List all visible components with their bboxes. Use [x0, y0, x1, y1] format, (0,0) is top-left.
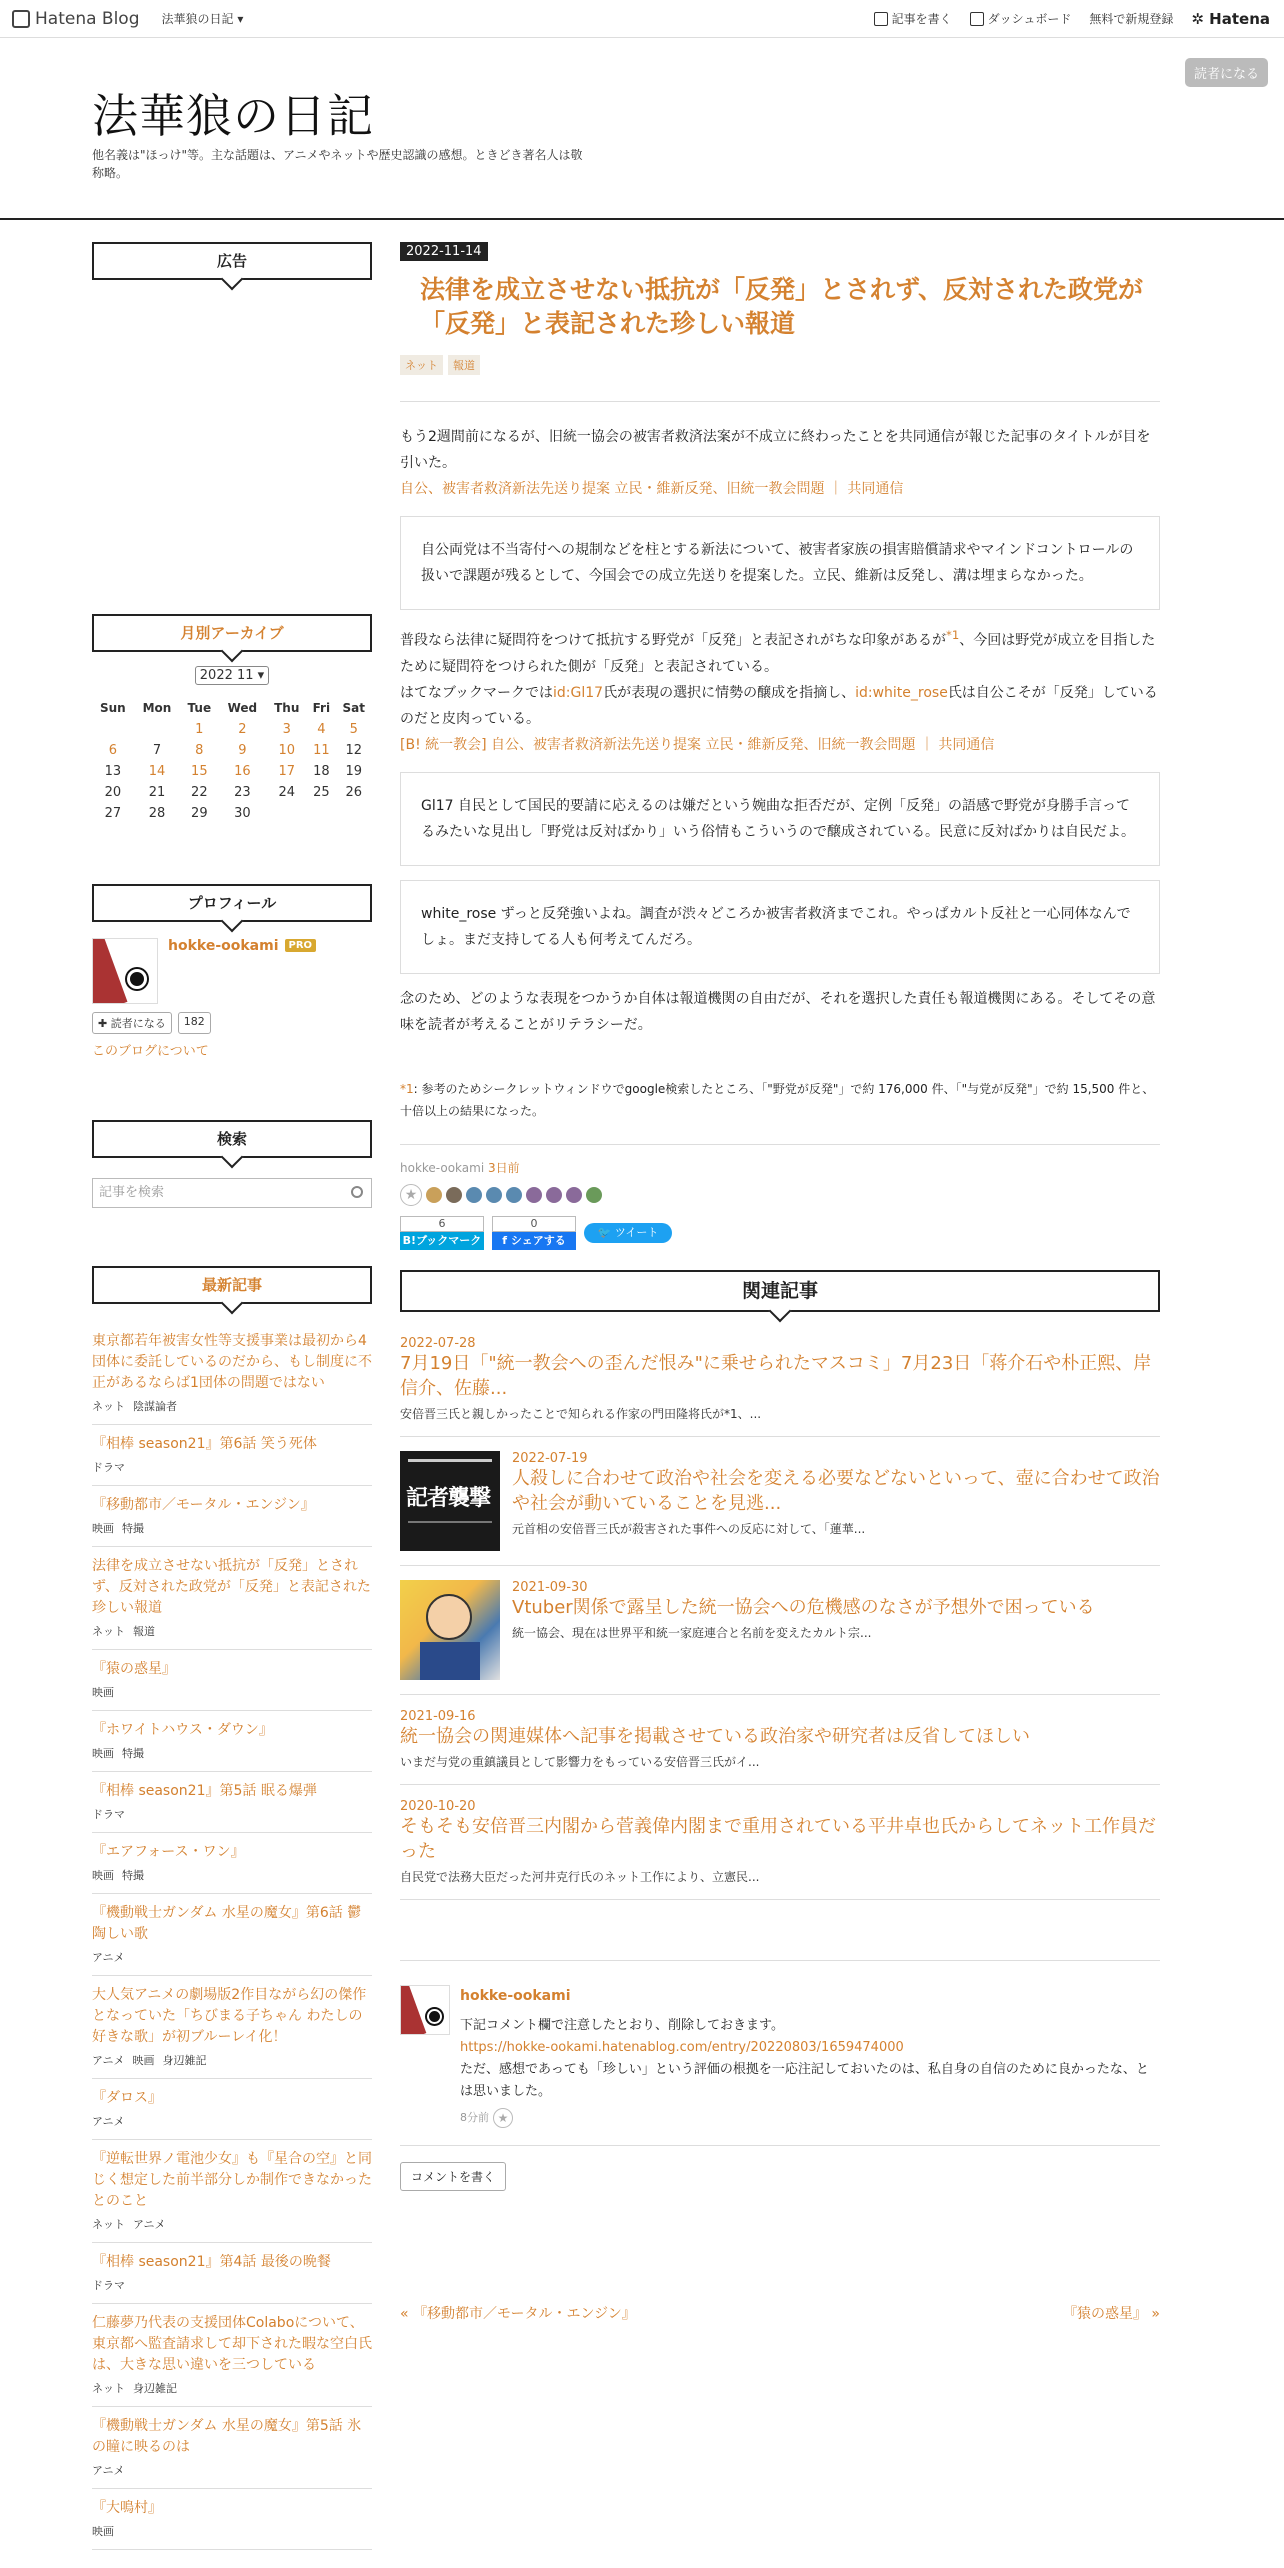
- recent-article-link[interactable]: 『相棒 season21』第6話 笑う死体: [92, 1436, 317, 1452]
- star-user-avatar[interactable]: [486, 1187, 502, 1203]
- entry-paragraph-4: 念のため、どのような表現をつかうか自体は報道機関の自由だが、それを選択した責任も報道機関にある。そしてその意味を読者が考えることがリテラシーだ。: [400, 990, 1156, 1033]
- recent-article-categories: [92, 2216, 372, 2232]
- kyodo-link[interactable]: 自公、被害者救済新法先送り提案 立民・維新反発、旧統一教会問題 ｜ 共同通信: [400, 481, 904, 497]
- related-article: [400, 1785, 1160, 1900]
- calendar-weekday: Thu: [274, 701, 300, 715]
- category-link[interactable]: 報道: [133, 1625, 155, 1638]
- calendar-day: 28: [148, 806, 166, 821]
- hatena-icon: ✲: [1191, 9, 1210, 28]
- recent-article-categories: [92, 1520, 372, 1536]
- category-link[interactable]: 映画: [92, 1522, 114, 1535]
- comment-url[interactable]: https://hokke-ookami.hatenablog.com/entry/20220803/1659474000: [460, 2039, 904, 2055]
- category-link[interactable]: ネット: [92, 1625, 125, 1638]
- global-header: [0, 0, 1284, 38]
- recent-article: [92, 2079, 372, 2140]
- search-input[interactable]: [92, 1178, 372, 1208]
- calendar-day: 22: [191, 785, 208, 800]
- entry-author[interactable]: hokke-ookami: [400, 1160, 485, 1175]
- recent-article-categories: [92, 1867, 372, 1883]
- paragraph-3-text-c: 氏は自公こそが「反発」しているのだと皮肉っている。: [400, 684, 1158, 727]
- star-user-avatar[interactable]: [566, 1187, 582, 1203]
- footnote-ref[interactable]: *1: [946, 628, 960, 642]
- search-icon[interactable]: [351, 1186, 363, 1198]
- add-star-icon[interactable]: ★: [400, 1184, 422, 1206]
- recent-article-categories: [92, 2277, 372, 2293]
- calendar-day[interactable]: 17: [278, 764, 296, 779]
- entry-paragraph-2: [400, 622, 1160, 680]
- recent-article: [92, 1650, 372, 1711]
- recent-article: [92, 1711, 372, 1772]
- category-link[interactable]: ネット: [92, 2218, 125, 2231]
- calendar-day: 29: [191, 806, 208, 821]
- hatena-blog-logo-text: Hatena Blog: [35, 8, 140, 29]
- recent-article: [92, 1772, 372, 1833]
- recent-article: [92, 2243, 372, 2304]
- category-link[interactable]: 陰謀論者: [133, 1400, 177, 1413]
- user-link-white-rose[interactable]: id:white_rose: [855, 684, 948, 701]
- paragraph-2-text-a: 普段なら法律に疑問符をつけて抵抗する野党が「反発」と表記されがちな印象があるが: [400, 632, 946, 649]
- calendar-day[interactable]: 5: [349, 722, 358, 737]
- recent-article-link[interactable]: 東京都若年被害女性等支援事業は最初から4団体に委託しているのだから、もし制度に不正があるならば1団体の問題ではない: [92, 1333, 372, 1391]
- calendar-day[interactable]: 4: [317, 722, 326, 737]
- category-link[interactable]: 映画: [92, 2525, 114, 2538]
- entry-permalink[interactable]: 3日前: [487, 1160, 520, 1175]
- pencil-icon: [874, 12, 888, 26]
- related-article: [400, 1322, 1160, 1437]
- archive-heading[interactable]: 月別アーカイブ: [92, 614, 372, 652]
- category-link[interactable]: ネット: [92, 1400, 125, 1413]
- category-link[interactable]: ドラマ: [92, 1461, 125, 1474]
- calendar-day[interactable]: 11: [313, 743, 330, 758]
- calendar-weekday: Wed: [227, 701, 258, 715]
- category-link[interactable]: 特撮: [122, 1522, 144, 1535]
- blockquote-gl17: Gl17 自民として国民的要請に応えるのは嫌だという婉曲な拒否だが、定例「反発」の語感で野党が身勝手言ってるみたいな見出し「野党は反対ばかり」いう俗情もこういうので醸成されている。民意に反対ばかりは自民だよ。: [400, 772, 1160, 866]
- profile-name[interactable]: hokke-ookami: [168, 938, 279, 954]
- footnote-text: : 参考のためシークレットウィンドウでgoogle検索したところ、「"野党が反発"」で約 176,000 件、「"与党が反発"」で約 15,500 件と、十倍以上の結果になった。: [400, 1081, 1155, 1118]
- related-article-excerpt: いまだ与党の重鎮議員として影響力をもっている安倍晋三氏がイ...: [400, 1754, 760, 1769]
- category-link[interactable]: アニメ: [92, 2054, 125, 2067]
- comment-line-2: ただ、感想であっても「珍しい」という評価の根拠を一応注記しておいたのは、私自身の自信のために良かったな、とは思いました。: [460, 2061, 1149, 2099]
- calendar-day[interactable]: 9: [238, 743, 247, 758]
- category-link[interactable]: 身辺雑記: [133, 2382, 177, 2395]
- search-heading: 検索: [92, 1120, 372, 1158]
- dashboard-link[interactable]: [970, 10, 1072, 27]
- hatebu-count[interactable]: 6: [400, 1216, 484, 1232]
- facebook-share-button[interactable]: f シェアする: [492, 1232, 576, 1250]
- blog-description: 他名義は"ほっけ"等。主な話題は、アニメやネットや歴史認識の感想。ときどき著名人は敬称略。: [92, 148, 583, 180]
- dashboard-label: ダッシュボード: [987, 12, 1072, 26]
- recent-article-link[interactable]: 『機動戦士ガンダム 水星の魔女』第6話 鬱陶しい歌: [92, 1905, 362, 1942]
- related-article-title[interactable]: そもそも安倍晋三内閣から菅義偉内閣まで重用されている平井卓也氏からしてネット工作員だった: [400, 1815, 1156, 1862]
- calendar-day[interactable]: 16: [234, 764, 251, 779]
- sidebar-recent: [92, 1266, 372, 2550]
- recent-article-link[interactable]: 仁藤夢乃代表の支援団体Colaboについて、東京都へ監査請求して却下された暇な空白氏は、大きな思い違いを三つしている: [92, 2315, 372, 2373]
- entry-pager: [400, 2303, 1160, 2323]
- calendar-day[interactable]: 10: [278, 743, 296, 758]
- category-link[interactable]: アニメ: [92, 2464, 125, 2477]
- category-link[interactable]: 特撮: [122, 1869, 144, 1882]
- write-comment-button[interactable]: コメントを書く: [400, 2162, 506, 2191]
- calendar-weekday: Sat: [342, 701, 365, 715]
- related-article-date: 2022-07-28: [400, 1335, 476, 1351]
- recent-heading[interactable]: 最新記事: [92, 1266, 372, 1304]
- blog-select-menu[interactable]: 法華狼の日記 ▾: [161, 12, 244, 26]
- calendar-day: 13: [104, 764, 122, 779]
- recent-article-categories: [92, 1949, 372, 1965]
- share-buttons: [400, 1216, 1192, 1250]
- next-entry-link[interactable]: 『猿の惑星』 »: [1062, 2305, 1160, 2322]
- related-article: [400, 1437, 1160, 1566]
- related-article-date: 2021-09-30: [512, 1579, 588, 1595]
- subscribe-button[interactable]: 読者になる: [1185, 58, 1268, 87]
- related-article-date: 2021-09-16: [400, 1708, 476, 1724]
- plus-icon: ✚: [98, 1017, 111, 1030]
- star-user-avatar[interactable]: [446, 1187, 462, 1203]
- recent-article-link[interactable]: 『エアフォース・ワン』: [92, 1844, 245, 1860]
- calendar-day: 18: [313, 764, 330, 779]
- category-link[interactable]: ネット: [92, 2382, 125, 2395]
- recent-article: [92, 1322, 372, 1425]
- profile-subscribe-label: 読者になる: [110, 1017, 166, 1030]
- thumbnail-book-title: 記者襲撃: [406, 1485, 491, 1511]
- entry-footer-meta: [400, 1159, 1192, 1176]
- recent-article: [92, 1976, 372, 2079]
- entry-category-tag[interactable]: 報道: [448, 355, 480, 375]
- recent-article-link[interactable]: 大人気アニメの劇場版2作目ながら幻の傑作となっていた「ちびまる子ちゃん わたしの好きな歌」が初ブルーレイ化！: [92, 1987, 367, 2045]
- recent-article-link[interactable]: 『相棒 season21』第5話 眠る爆弾: [92, 1783, 317, 1799]
- related-heading: 関連記事: [400, 1270, 1160, 1312]
- hatena-link[interactable]: [1191, 10, 1270, 28]
- recent-article-link[interactable]: 『逆転世界ノ電池少女』も『星合の空』と同じく想定した前半部分しか制作できなかったとのこと: [92, 2151, 372, 2209]
- entry-date[interactable]: 2022-11-14: [400, 242, 488, 261]
- related-article-thumbnail[interactable]: [400, 1580, 500, 1680]
- footnote-anchor[interactable]: *1: [400, 1081, 414, 1096]
- calendar-day[interactable]: 3: [282, 722, 291, 737]
- archive-month-select[interactable]: 2022 11 ▾: [195, 666, 269, 685]
- main-content: [400, 240, 1192, 2323]
- recent-article: [92, 2304, 372, 2407]
- sidebar-archive: [92, 614, 372, 824]
- tweet-label: ツイート: [614, 1225, 659, 1239]
- recent-article-link[interactable]: 『相棒 season21』第4話 最後の晩餐: [92, 2254, 331, 2270]
- comment-avatar[interactable]: [400, 1985, 450, 2035]
- category-link[interactable]: アニメ: [92, 2115, 125, 2128]
- star-user-avatar[interactable]: [466, 1187, 482, 1203]
- tweet-button[interactable]: [584, 1223, 672, 1243]
- calendar-day: 12: [345, 743, 363, 758]
- recent-article-categories: [92, 1398, 372, 1414]
- ad-heading: 広告: [92, 242, 372, 280]
- comment-line-1: 下記コメント欄で注意したとおり、削除しておきます。: [460, 2017, 784, 2033]
- hatena-star-row: [400, 1184, 1192, 1206]
- subscriber-count[interactable]: 182: [178, 1012, 211, 1034]
- recent-article: [92, 2489, 372, 2550]
- recent-article-link[interactable]: 『ホワイトハウス・ダウン』: [92, 1722, 273, 1738]
- calendar-day: 25: [313, 785, 330, 800]
- blockquote-white-rose: white_rose ずっと反発強いよね。調査が渋々どころか被害者救済までこれ。やっぱカルト反社と一心同体なんでしょ。まだ支持してる人も何考えてんだろ。: [400, 880, 1160, 974]
- recent-article-categories: [92, 2052, 372, 2068]
- recent-article-link[interactable]: 『移動都市／モータル・エンジン』: [92, 1497, 315, 1513]
- recent-article-link[interactable]: 『大鳴村』: [92, 2500, 162, 2516]
- add-star-icon[interactable]: ★: [493, 2108, 513, 2128]
- related-article-thumbnail[interactable]: [400, 1451, 500, 1551]
- related-article-title[interactable]: 統一協会の関連媒体へ記事を掲載させている政治家や研究者は反省してほしい: [400, 1725, 1030, 1747]
- search-placeholder: 記事を検索: [99, 1185, 165, 1200]
- category-link[interactable]: 身辺雑記: [162, 2054, 207, 2067]
- recent-article-categories: [92, 2113, 372, 2129]
- calendar-day[interactable]: 14: [148, 764, 166, 779]
- footnote: [400, 1078, 1160, 1122]
- comment-time[interactable]: 8分前: [460, 2110, 489, 2124]
- write-article-link[interactable]: [874, 10, 952, 27]
- star-user-avatar[interactable]: [586, 1187, 602, 1203]
- calendar-day: 20: [104, 785, 122, 800]
- calendar-day: [92, 719, 134, 740]
- calendar-day: 23: [234, 785, 251, 800]
- category-link[interactable]: 映画: [92, 1686, 114, 1699]
- recent-article: [92, 1894, 372, 1976]
- calendar-weekday: Fri: [312, 701, 331, 715]
- recent-article: [92, 2140, 372, 2243]
- entry-categories: [400, 355, 1192, 375]
- blog-header: [0, 38, 1284, 220]
- recent-article-categories: [92, 1806, 372, 1822]
- pro-badge: PRO: [285, 939, 317, 952]
- calendar-day: 19: [345, 764, 363, 779]
- calendar-day: 21: [148, 785, 166, 800]
- calendar-day: [134, 719, 181, 740]
- related-articles: [400, 1322, 1192, 1900]
- write-article-label: 記事を書く: [891, 12, 952, 26]
- profile-subscribe-button[interactable]: [92, 1012, 172, 1034]
- related-article-title[interactable]: 7月19日「"統一教会への歪んだ恨み"に乗せられたマスコミ」7月23日「蒋介石や朴正熙、岸信介、佐藤...: [400, 1352, 1152, 1399]
- recent-article-categories: [92, 1459, 372, 1475]
- recent-article-categories: [92, 1745, 372, 1761]
- calendar-weekday: Sun: [99, 701, 126, 715]
- calendar-day[interactable]: 15: [191, 764, 208, 779]
- category-link[interactable]: 映画: [92, 1747, 114, 1760]
- related-article-title[interactable]: Vtuber関係で露呈した統一協会への危機感のなさが予想外で困っている: [512, 1596, 1095, 1618]
- entry-paragraph-3: [400, 680, 1160, 732]
- calendar-day[interactable]: 2: [238, 722, 247, 737]
- recent-article-link[interactable]: 『ダロス』: [92, 2090, 162, 2106]
- star-user-avatar[interactable]: [546, 1187, 562, 1203]
- calendar-day: 27: [104, 806, 122, 821]
- archive-calendar: [92, 697, 372, 824]
- profile-heading: プロフィール: [92, 884, 372, 922]
- hatebu-button[interactable]: B!ブックマーク: [400, 1232, 484, 1250]
- hatebu-link[interactable]: [B! 統一教会] 自公、被害者救済新法先送り提案 立民・維新反発、旧統一教会問題 ｜ 共同通信: [400, 736, 995, 753]
- category-link[interactable]: ドラマ: [92, 1808, 125, 1821]
- recent-article-categories: [92, 2380, 372, 2396]
- entry-category-tag[interactable]: ネット: [400, 355, 443, 375]
- sidebar-ad: [92, 242, 372, 280]
- category-link[interactable]: アニメ: [92, 1951, 125, 1964]
- related-article-excerpt: 元首相の安倍晋三氏が殺害された事件への反応に対して、「蓮華...: [512, 1521, 866, 1536]
- calendar-day[interactable]: 8: [195, 743, 204, 758]
- hatena-blog-logo[interactable]: [12, 9, 140, 29]
- category-link[interactable]: 映画: [92, 1869, 114, 1882]
- dashboard-icon: [970, 12, 984, 26]
- blog-title[interactable]: 法華狼の日記: [92, 89, 374, 143]
- related-article-date: 2020-10-20: [400, 1798, 476, 1814]
- related-article-excerpt: 安倍晋三氏と親しかったことで知られる作家の門田隆将氏が*1、...: [400, 1406, 762, 1421]
- facebook-count[interactable]: 0: [492, 1216, 576, 1232]
- recent-article: [92, 1486, 372, 1547]
- calendar-day: 30: [234, 806, 251, 821]
- recent-article-categories: [92, 1623, 372, 1639]
- paragraph-2-text-b: 、今回は野党が成立を目指したために疑問符をつけられた側が「反発」と表記されている。: [400, 632, 1156, 675]
- recent-article-link[interactable]: 法律を成立させない抵抗が「反発」とされず、反対された政党が「反発」と表記された珍しい報道: [92, 1558, 371, 1616]
- recent-article-link[interactable]: 『機動戦士ガンダム 水星の魔女』第5話 氷の瞳に映るのは: [92, 2418, 362, 2455]
- category-link[interactable]: アニメ: [133, 2218, 166, 2231]
- category-link[interactable]: ドラマ: [92, 2279, 125, 2292]
- star-user-avatar[interactable]: [506, 1187, 522, 1203]
- blockquote-kyodo: 自公両党は不当寄付への規制などを柱とする新法について、被害者家族の損害賠償請求やマインドコントロールの扱いで課題が残るとして、今国会での成立先送りを提案した。立民、維新は反発し、溝は埋まらなかった。: [400, 516, 1160, 610]
- calendar-day: 26: [345, 785, 363, 800]
- calendar-day: [266, 803, 307, 824]
- sidebar-profile: [92, 884, 372, 1059]
- paragraph-3-text-a: はてなブックマークでは: [400, 684, 554, 701]
- calendar-day[interactable]: 1: [195, 722, 204, 737]
- recent-article-categories: [92, 1684, 372, 1700]
- star-user-avatar[interactable]: [526, 1187, 542, 1203]
- entry-paragraph-1: もう2週間前になるが、旧統一協会の被害者救済法案が不成立に終わったことを共同通信が報じた記事のタイトルが目を引いた。: [400, 429, 1151, 471]
- category-link[interactable]: 映画: [132, 2054, 155, 2067]
- calendar-weekday: Mon: [142, 701, 172, 715]
- calendar-weekday: Tue: [187, 701, 212, 715]
- signup-link[interactable]: 無料で新規登録: [1089, 12, 1174, 26]
- recent-article: [92, 2407, 372, 2489]
- recent-article: [92, 1547, 372, 1650]
- comment: [400, 1985, 1160, 2129]
- recent-article-categories: [92, 2523, 372, 2539]
- hatena-label: Hatena: [1209, 9, 1270, 28]
- related-article-excerpt: 自民党で法務大臣だった河井克行氏のネット工作により、立憲民...: [400, 1869, 760, 1884]
- hatena-blog-logo-icon: [12, 10, 30, 28]
- comment-author[interactable]: hokke-ookami: [460, 1987, 571, 2004]
- related-article-excerpt: 統一協会、現在は世界平和統一家庭連合と名前を変えたカルト宗...: [512, 1625, 872, 1640]
- related-article: [400, 1695, 1160, 1785]
- calendar-day: 24: [278, 785, 296, 800]
- calendar-day: [336, 803, 372, 824]
- sidebar-search: [92, 1120, 372, 1208]
- prev-entry-link[interactable]: « 『移動都市／モータル・エンジン』: [400, 2305, 636, 2322]
- recent-article-categories: [92, 2462, 372, 2478]
- related-article: [400, 1566, 1160, 1695]
- calendar-day: 7: [152, 743, 162, 758]
- twitter-icon: 🐦: [597, 1225, 615, 1239]
- paragraph-3-text-b: 氏が表現の選択に情勢の醸成を指摘し、: [603, 684, 856, 701]
- profile-avatar[interactable]: [92, 938, 158, 1004]
- entry-title[interactable]: 法律を成立させない抵抗が「反発」とされず、反対された政党が「反発」と表記された珍しい報道: [420, 275, 1144, 338]
- star-user-avatar[interactable]: [426, 1187, 442, 1203]
- user-link-gl17[interactable]: id:Gl17: [553, 684, 604, 701]
- calendar-day: [307, 803, 335, 824]
- calendar-day[interactable]: 6: [108, 743, 117, 758]
- related-article-title[interactable]: 人殺しに合わせて政治や社会を変える必要などないといって、壺に合わせて政治や社会が動いていることを見逃...: [512, 1467, 1160, 1514]
- recent-article: [92, 1425, 372, 1486]
- category-link[interactable]: 特撮: [122, 1747, 144, 1760]
- recent-article-link[interactable]: 『猿の惑星』: [92, 1661, 176, 1677]
- about-blog-link[interactable]: このブログについて: [92, 1044, 209, 1059]
- related-article-date: 2022-07-19: [512, 1450, 588, 1466]
- recent-article: [92, 1833, 372, 1894]
